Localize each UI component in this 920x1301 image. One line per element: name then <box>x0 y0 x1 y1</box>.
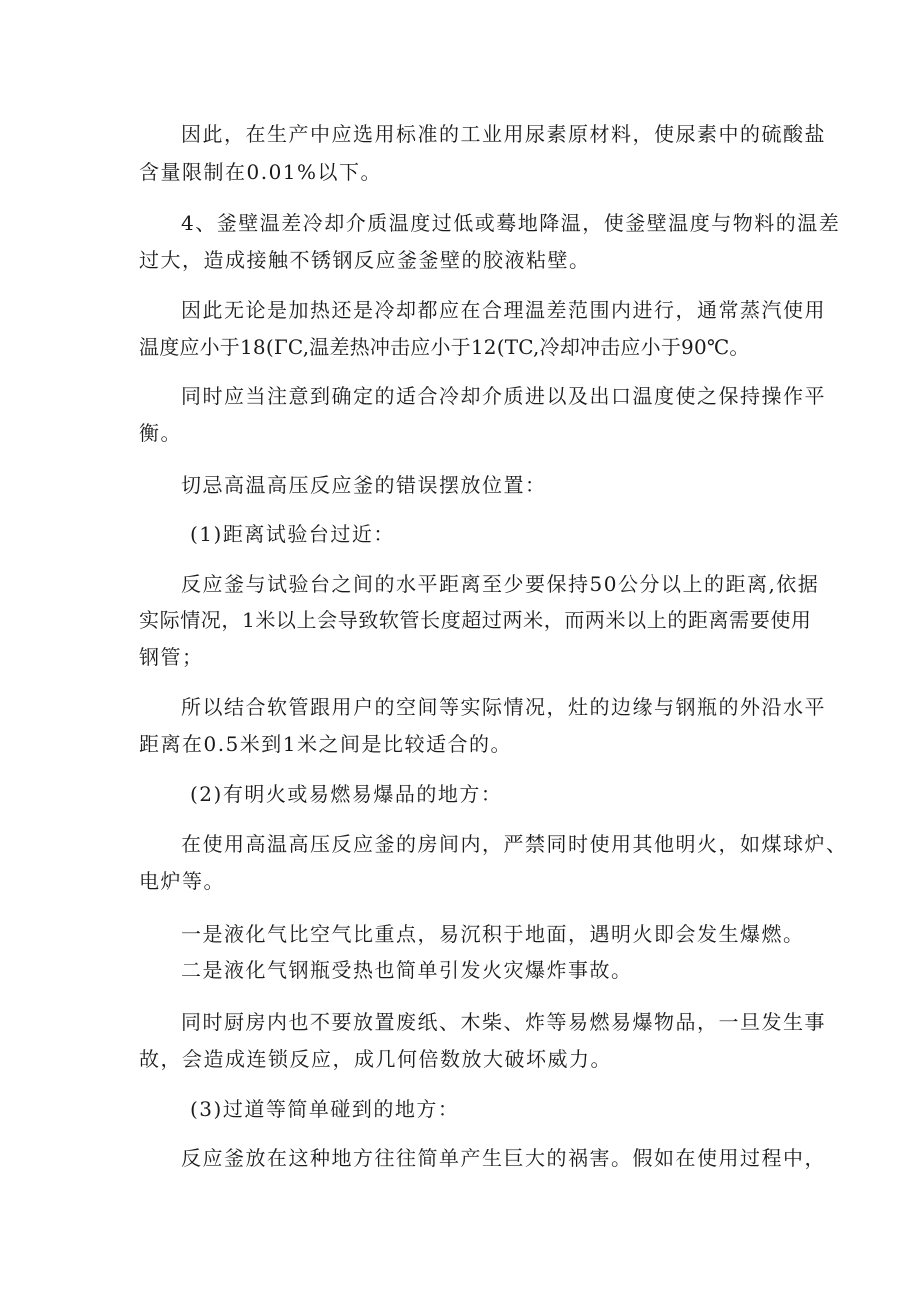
paragraph-8-line-1: 所以结合软管跟用户的空间等实际情况，灶的边缘与钢瓶的外沿水平 <box>181 695 826 719</box>
paragraph-10-line-1: 在使用高温高压反应釜的房间内，严禁同时使用其他明火，如煤球炉、 <box>181 832 848 856</box>
paragraph-15-line-1: 反应釜放在这种地方往往简单产生巨大的祸害。假如在使用过程中， <box>181 1146 826 1170</box>
paragraph-5-line-1: 切忌高温高压反应釜的错误摆放位置： <box>181 473 547 497</box>
paragraph-12-line-1: 二是液化气钢瓶受热也简单引发火灾爆炸事故。 <box>181 958 633 982</box>
paragraph-4-line-2: 衡。 <box>139 421 182 445</box>
paragraph-13-line-1: 同时厨房内也不要放置废纸、木柴、炸等易燃易爆物品，一旦发生事 <box>181 1010 826 1034</box>
paragraph-1-line-2: 含量限制在0.01%以下。 <box>139 160 383 184</box>
paragraph-7-line-3: 钢管； <box>139 645 204 669</box>
paragraph-4-line-1: 同时应当注意到确定的适合冷却介质进以及出口温度使之保持操作平 <box>181 384 826 408</box>
subheading-3: (3)过道等简单碰到的地方： <box>190 1097 460 1121</box>
paragraph-8-line-2: 距离在0.5米到1米之间是比较适合的。 <box>139 732 513 756</box>
paragraph-3-line-1: 因此无论是加热还是冷却都应在合理温差范围内进行，通常蒸汽使用 <box>181 298 826 322</box>
paragraph-2-line-1: 4、釜壁温差冷却介质温度过低或蓦地降温，使釜壁温度与物料的温差 <box>181 211 841 235</box>
paragraph-7-line-2: 实际情况，1米以上会导致软管长度超过两米，而两米以上的距离需要使用 <box>139 608 812 632</box>
subheading-1: (1)距离试验台过近： <box>190 522 395 546</box>
paragraph-1-line-1: 因此，在生产中应选用标准的工业用尿素原材料，使尿素中的硫酸盐 <box>181 122 826 146</box>
paragraph-10-line-2: 电炉等。 <box>139 869 225 893</box>
paragraph-2-line-2: 过大，造成接触不锈钢反应釜釜壁的胶液粘壁。 <box>139 248 591 272</box>
paragraph-3-line-2: 温度应小于18(ΓC,温差热冲击应小于12(TC,冷却冲击应小于90℃。 <box>139 335 750 359</box>
paragraph-7-line-1: 反应釜与试验台之间的水平距离至少要保持50公分以上的距离,依据 <box>181 572 820 596</box>
paragraph-13-line-2: 故，会造成连锁反应，成几何倍数放大破坏威力。 <box>139 1047 612 1071</box>
paragraph-11-line-1: 一是液化气比空气比重点，易沉积于地面，遇明火即会发生爆燃。 <box>181 922 805 946</box>
subheading-2: (2)有明火或易燃易爆品的地方： <box>190 782 503 806</box>
